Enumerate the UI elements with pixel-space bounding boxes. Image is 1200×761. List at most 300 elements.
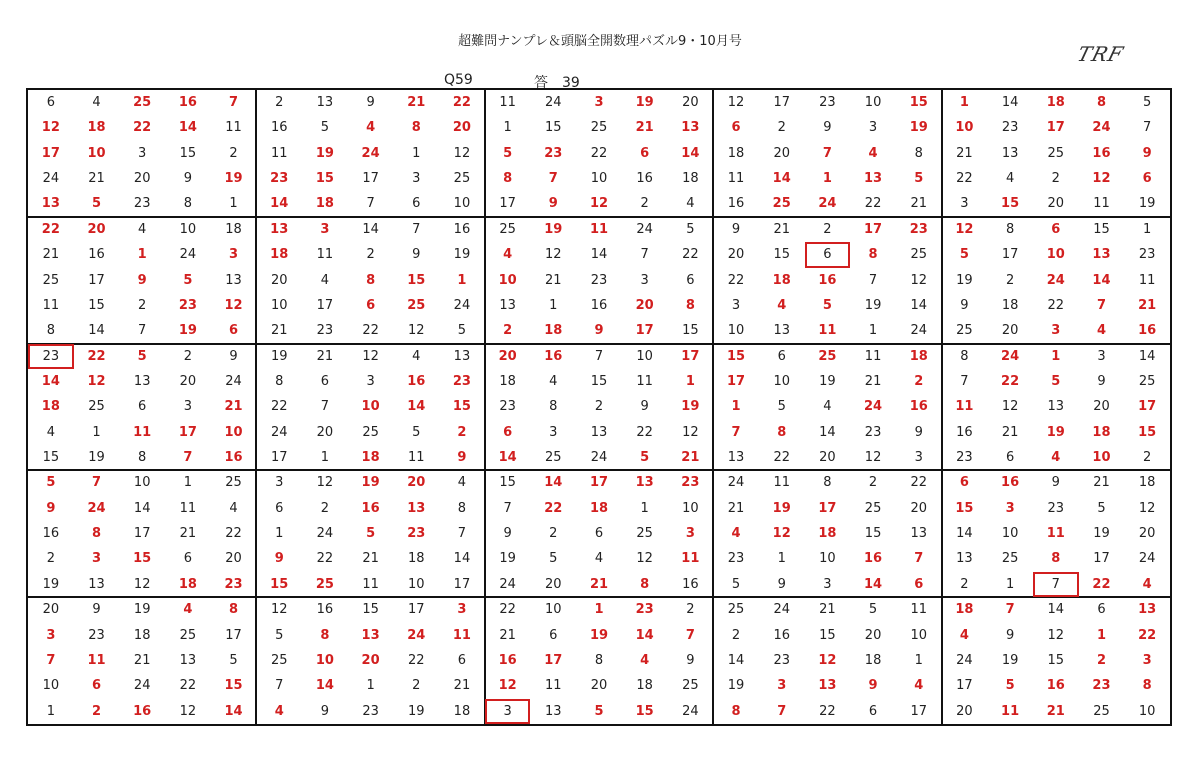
grid-cell: 5 [366,526,376,542]
grid-cell: 7 [914,551,924,567]
grid-cell: 24 [270,424,288,440]
grid-cell: 7 [183,450,193,466]
grid-cell: 6 [594,526,604,542]
grid-cell: 3 [457,602,467,618]
grid-cell: 21 [316,348,334,364]
grid-cell: 19 [499,551,516,567]
grid-cell: 4 [1096,323,1106,339]
grid-cell: 3 [868,120,878,136]
grid-cell: 20 [452,120,471,136]
grid-cell: 9 [366,95,375,110]
grid-cell: 20 [635,297,654,313]
grid-cell: 4 [503,247,513,263]
grid-cell: 3 [91,551,102,567]
block-divider-vertical [712,90,714,724]
grid-cell: 18 [225,221,242,237]
grid-cell: 3 [46,627,56,643]
grid-cell: 1 [731,399,741,415]
grid-cell: 3 [1142,652,1152,668]
grid-cell: 19 [635,95,654,110]
grid-cell: 24 [133,678,151,694]
grid-cell: 25 [179,627,197,643]
grid-cell: 9 [412,247,421,263]
grid-cell: 22 [133,120,152,136]
grid-cell: 15 [499,475,516,491]
grid-cell: 18 [1046,95,1065,110]
grid-cell: 21 [270,323,288,339]
grid-cell: 23 [407,526,426,542]
grid-cell: 1 [503,120,512,136]
grid-cell: 23 [88,627,105,643]
grid-cell: 5 [594,703,604,719]
grid-cell: 4 [868,145,878,161]
grid-cell: 20 [910,500,928,516]
grid-cell: 10 [179,221,197,237]
grid-cell: 6 [412,196,421,212]
grid-cell: 9 [868,678,878,694]
grid-cell: 5 [822,297,832,313]
grid-cell: 8 [366,272,376,288]
grid-cell: 20 [133,171,151,187]
grid-cell: 7 [91,475,102,491]
grid-cell: 22 [225,526,242,542]
grid-cell: 6 [46,95,55,110]
grid-cell: 6 [503,424,513,440]
grid-cell: 6 [229,323,239,339]
grid-cell: 2 [823,221,832,237]
grid-cell: 9 [457,450,467,466]
grid-cell: 11 [910,602,928,618]
grid-cell: 7 [503,500,512,516]
grid-cell: 16 [636,171,653,187]
grid-cell: 15 [682,323,699,339]
grid-cell: 17 [178,424,197,440]
grid-cell: 5 [959,247,969,263]
grid-cell: 12 [179,703,197,719]
grid-cell: 3 [1051,323,1061,339]
grid-cell: 6 [138,399,147,415]
grid-cell: 15 [407,272,426,288]
grid-cell: 8 [823,475,832,491]
grid-cell: 23 [727,551,745,567]
grid-cell: 7 [366,196,375,212]
grid-cell: 18 [408,551,425,567]
grid-cell: 10 [133,475,151,491]
grid-cell: 21 [773,221,790,237]
grid-cell: 23 [499,399,516,415]
highlight-box [28,344,74,369]
grid-cell: 10 [636,348,653,364]
grid-cell: 21 [362,551,379,567]
grid-cell: 15 [133,551,152,567]
grid-cell: 8 [960,348,969,364]
grid-cell: 17 [270,450,288,466]
grid-cell: 16 [773,627,790,643]
grid-cell: 23 [42,348,60,364]
grid-cell: 11 [773,475,790,491]
grid-cell: 4 [1051,450,1061,466]
grid-cell: 6 [275,500,284,516]
grid-cell: 5 [1005,678,1015,694]
grid-cell: 3 [320,221,330,237]
grid-cell: 4 [412,348,421,364]
grid-cell: 11 [589,221,609,237]
grid-cell: 22 [316,551,334,567]
grid-cell: 22 [864,196,882,212]
grid-cell: 24 [682,703,699,719]
grid-cell: 5 [275,627,284,643]
grid-cell: 8 [685,297,695,313]
grid-cell: 4 [1142,576,1152,592]
grid-cell: 4 [594,551,604,567]
grid-cell: 10 [224,424,243,440]
grid-cell: 8 [46,323,55,339]
grid-cell: 15 [42,450,60,466]
grid-cell: 16 [1046,678,1065,694]
grid-cell: 7 [412,221,421,237]
grid-cell: 7 [548,171,558,187]
grid-cell: 20 [773,145,790,161]
grid-cell: 4 [1005,171,1015,187]
grid-cell: 10 [270,297,288,313]
grid-cell: 14 [315,678,334,694]
grid-cell: 21 [88,171,105,187]
grid-cell: 6 [549,627,558,643]
grid-cell: 2 [91,703,102,719]
grid-cell: 1 [868,323,878,339]
grid-cell: 20 [727,247,745,263]
grid-cell: 11 [499,95,516,110]
grid-cell: 18 [133,627,151,643]
grid-cell: 18 [270,247,289,263]
grid-cell: 23 [773,652,790,668]
grid-cell: 7 [275,678,284,694]
grid-cell: 25 [270,652,288,668]
grid-cell: 2 [229,145,238,161]
grid-cell: 11 [408,450,425,466]
grid-cell: 3 [960,196,969,212]
grid-cell: 8 [914,145,923,161]
grid-cell: 24 [818,196,837,212]
highlight-box [485,699,531,724]
grid-cell: 17 [499,196,516,212]
grid-cell: 21 [224,399,243,415]
grid-cell: 12 [1001,399,1019,415]
grid-cell: 14 [178,120,197,136]
grid-cell: 9 [320,703,330,719]
grid-cell: 8 [229,602,239,618]
grid-cell: 14 [41,373,60,389]
grid-cell: 6 [686,272,695,288]
grid-cell: 4 [823,399,832,415]
grid-cell: 23 [1092,678,1111,694]
grid-cell: 20 [956,703,973,719]
grid-cell: 23 [178,297,197,313]
grid-cell: 1 [275,526,284,542]
grid-cell: 13 [681,120,700,136]
grid-cell: 12 [727,95,745,110]
grid-cell: 25 [1093,703,1110,719]
grid-cell: 21 [635,120,654,136]
signature: TRF [1074,42,1127,66]
grid-cell: 22 [819,703,836,719]
grid-cell: 18 [864,652,882,668]
block-divider-horizontal [28,216,1170,218]
grid-cell: 14 [453,551,471,567]
grid-cell: 24 [453,297,471,313]
grid-cell: 19 [1001,652,1019,668]
grid-cell: 13 [910,526,928,542]
grid-cell: 6 [731,120,741,136]
grid-cell: 17 [818,500,837,516]
block-divider-horizontal [28,596,1170,598]
grid-cell: 16 [270,120,288,136]
grid-cell: 23 [224,576,243,592]
grid-cell: 11 [87,652,106,668]
grid-cell: 22 [270,399,288,415]
grid-cell: 13 [818,678,837,694]
grid-cell: 21 [407,95,426,110]
grid-cell: 20 [225,551,242,567]
grid-cell: 18 [589,500,609,516]
grid-cell: 10 [590,171,608,187]
grid-cell: 2 [46,551,55,567]
grid-cell: 5 [46,475,56,491]
grid-cell: 5 [503,145,513,161]
grid-cell: 22 [408,652,425,668]
grid-cell: 17 [1001,247,1019,263]
grid-cell: 3 [731,297,741,313]
block-divider-horizontal [28,469,1170,471]
grid-cell: 11 [1046,526,1065,542]
grid-cell: 21 [1138,297,1157,313]
block-divider-vertical [484,90,486,724]
grid-cell: 13 [225,272,242,288]
grid-cell: 12 [1138,500,1156,516]
grid-cell: 16 [909,399,928,415]
grid-cell: 11 [452,627,471,643]
grid-cell: 5 [1097,500,1106,516]
grid-cell: 15 [773,247,790,263]
grid-cell: 24 [1001,348,1020,364]
grid-cell: 16 [453,221,471,237]
grid-cell: 5 [549,551,558,567]
grid-cell: 11 [133,424,152,440]
grid-cell: 1 [457,272,467,288]
grid-cell: 3 [777,678,787,694]
grid-cell: 10 [682,500,699,516]
grid-cell: 3 [366,373,375,389]
grid-cell: 9 [823,120,832,136]
grid-cell: 22 [87,348,106,364]
grid-cell: 3 [914,450,923,466]
grid-cell: 17 [910,703,928,719]
grid-cell: 5 [137,348,147,364]
grid-cell: 7 [138,323,147,339]
grid-cell: 21 [1001,424,1019,440]
grid-cell: 16 [818,272,837,288]
grid-cell: 12 [818,652,837,668]
grid-cell: 17 [316,297,334,313]
grid-cell: 22 [452,95,471,110]
grid-cell: 25 [225,475,242,491]
grid-cell: 2 [1143,450,1152,466]
grid-cell: 24 [1046,272,1065,288]
grid-cell: 22 [41,221,60,237]
grid-cell: 10 [727,323,745,339]
grid-cell: 11 [362,576,379,592]
grid-cell: 9 [594,323,604,339]
grid-cell: 25 [1001,551,1019,567]
grid-cell: 25 [864,500,882,516]
grid-cell: 2 [275,95,284,110]
grid-cell: 21 [681,450,700,466]
grid-cell: 24 [864,399,883,415]
grid-cell: 18 [544,323,563,339]
grid-cell: 24 [545,95,562,110]
highlight-box [1033,572,1079,597]
grid-cell: 24 [316,526,334,542]
grid-cell: 8 [1142,678,1152,694]
grid-cell: 16 [361,500,380,516]
grid-cell: 4 [549,373,558,389]
grid-cell: 8 [183,196,192,212]
grid-cell: 1 [183,475,192,491]
grid-cell: 9 [1051,475,1060,491]
grid-cell: 9 [548,196,558,212]
grid-cell: 14 [88,323,105,339]
grid-cell: 9 [137,272,147,288]
grid-cell: 23 [590,272,608,288]
grid-cell: 22 [179,678,197,694]
grid-cell: 16 [178,95,197,110]
grid-cell: 13 [1138,602,1157,618]
grid-cell: 13 [41,196,60,212]
grid-cell: 14 [635,627,654,643]
grid-cell: 19 [270,348,288,364]
grid-cell: 19 [453,247,471,263]
grid-cell: 24 [42,171,60,187]
grid-cell: 11 [1138,272,1156,288]
grid-cell: 21 [956,145,973,161]
grid-cell: 16 [133,703,152,719]
grid-cell: 21 [1093,475,1110,491]
grid-cell: 10 [87,145,106,161]
grid-cell: 25 [133,95,152,110]
grid-cell: 23 [452,373,471,389]
grid-cell: 14 [1047,602,1065,618]
grid-cell: 2 [1051,171,1060,187]
grid-cell: 16 [956,424,973,440]
grid-cell: 9 [1005,627,1015,643]
grid-cell: 12 [589,196,609,212]
grid-cell: 2 [549,526,558,542]
grid-cell: 25 [727,602,745,618]
highlight-box [805,242,851,267]
grid-cell: 4 [686,196,695,212]
grid-cell: 17 [453,576,471,592]
grid-cell: 6 [914,576,924,592]
grid-cell: 3 [549,424,558,440]
grid-cell: 7 [822,145,832,161]
grid-cell: 12 [772,526,791,542]
grid-cell: 13 [270,221,289,237]
question-label: Q59 [444,72,473,88]
grid-cell: 23 [1001,120,1019,136]
grid-cell: 8 [275,373,284,389]
grid-cell: 5 [457,323,467,339]
grid-cell: 10 [545,602,562,618]
grid-cell: 6 [320,373,330,389]
grid-cell: 13 [727,450,745,466]
grid-cell: 18 [636,678,653,694]
grid-cell: 10 [1001,526,1019,542]
sudoku-grid [26,88,1172,726]
grid-cell: 8 [549,399,558,415]
grid-cell: 5 [868,602,878,618]
grid-cell: 21 [727,500,745,516]
grid-cell: 4 [457,475,467,491]
grid-cell: 1 [320,450,330,466]
grid-cell: 23 [864,424,882,440]
grid-cell: 1 [46,703,55,719]
grid-cell: 25 [590,120,608,136]
grid-cell: 8 [91,526,102,542]
grid-cell: 10 [910,627,928,643]
grid-cell: 20 [1093,399,1110,415]
grid-cell: 17 [362,171,379,187]
grid-cell: 24 [225,373,242,389]
grid-cell: 1 [137,247,147,263]
grid-cell: 22 [590,145,608,161]
grid-cell: 22 [910,475,928,491]
grid-cell: 18 [818,526,837,542]
grid-cell: 15 [590,373,608,389]
grid-cell: 15 [362,602,379,618]
grid-cell: 11 [225,120,242,136]
grid-cell: 17 [1093,551,1110,567]
grid-cell: 13 [635,475,654,491]
grid-cell: 7 [320,399,330,415]
grid-cell: 10 [864,95,882,110]
grid-cell: 9 [731,221,741,237]
grid-cell: 12 [224,297,243,313]
grid-cell: 11 [42,297,60,313]
grid-cell: 18 [361,450,380,466]
grid-cell: 7 [1005,602,1015,618]
grid-cell: 17 [681,348,700,364]
grid-cell: 20 [87,221,106,237]
grid-cell: 20 [819,450,836,466]
grid-cell: 7 [777,703,787,719]
grid-cell: 1 [1051,348,1061,364]
grid-cell: 8 [1096,95,1106,110]
grid-cell: 18 [1138,475,1156,491]
grid-cell: 23 [133,196,151,212]
grid-cell: 14 [224,703,243,719]
grid-cell: 19 [42,576,60,592]
grid-cell: 18 [453,703,471,719]
grid-cell: 9 [503,526,512,542]
grid-cell: 3 [685,526,695,542]
grid-cell: 24 [87,500,106,516]
grid-cell: 12 [498,678,517,694]
grid-cell: 4 [320,272,330,288]
grid-cell: 10 [361,399,380,415]
grid-cell: 25 [453,171,471,187]
page-title: 超難問ナンプレ＆頭脳全開数理パズル9・10月号 [458,34,742,49]
grid-cell: 9 [46,500,56,516]
